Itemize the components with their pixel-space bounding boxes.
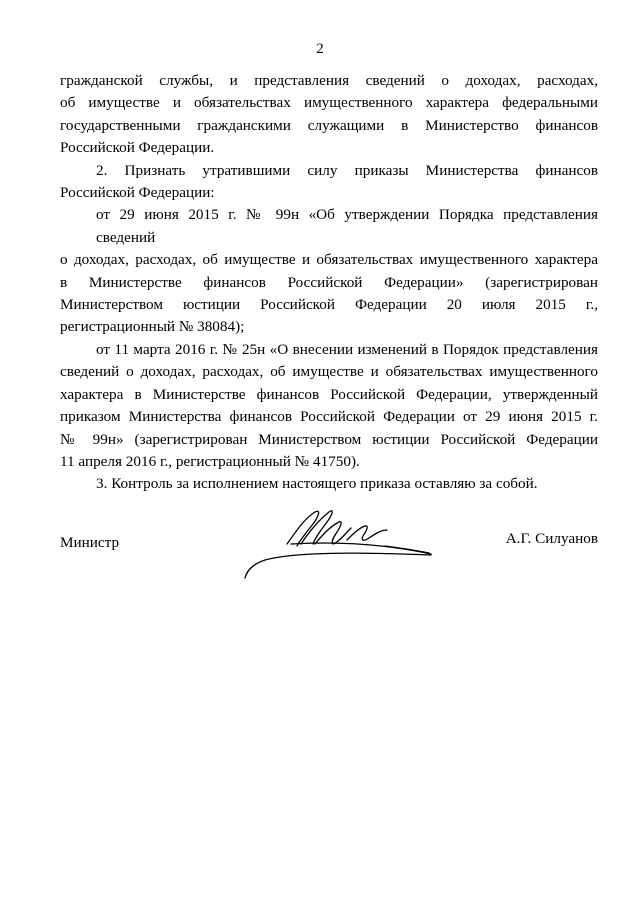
text-line: в Министерстве финансов Российской Федерации» (зарегистрирован bbox=[60, 273, 598, 291]
text-line: государственными гражданскими служащими в Министерство финансов bbox=[60, 116, 598, 134]
signature-block bbox=[60, 528, 598, 558]
text-line: сведений о доходах, расходах, об имуществе и обязательствах имущественного bbox=[60, 363, 598, 381]
page-number: 2 bbox=[316, 41, 324, 57]
paragraph-order-99n bbox=[60, 204, 598, 338]
paragraph-item-3 bbox=[60, 473, 598, 495]
text-line: регистрационный № 38084); bbox=[60, 318, 245, 336]
text-line: о доходах, расходах, об имуществе и обязательствах имущественного характера bbox=[60, 251, 598, 269]
text-line: 2. Признать утратившими силу приказы Министерства финансов bbox=[96, 161, 598, 179]
paragraph-continuation bbox=[60, 70, 598, 160]
text-line: Российской Федерации. bbox=[60, 139, 215, 157]
text-line: об имуществе и обязательствах имущественного характера федеральными bbox=[60, 94, 598, 112]
signatory-name: А.Г. Силуанов bbox=[505, 530, 598, 547]
document-body bbox=[60, 70, 598, 496]
text-line: Министерством юстиции Российской Федерации 20 июля 2015 г., bbox=[60, 296, 598, 314]
text-line: 11 апреля 2016 г., регистрационный № 41750). bbox=[60, 452, 360, 470]
text-line: приказом Министерства финансов Российской Федерации от 29 июня 2015 г. bbox=[60, 408, 598, 426]
paragraph-item-2 bbox=[60, 160, 598, 205]
signatory-title: Министр bbox=[60, 534, 120, 551]
text-line: 3. Контроль за исполнением настоящего приказа оставляю за собой. bbox=[96, 475, 538, 493]
text-line: гражданской службы, и представления сведений о доходах, расходах, bbox=[60, 72, 598, 89]
text-line: № 99н» (зарегистрирован Министерством юстиции Российской Федерации bbox=[60, 430, 598, 448]
text-line: Российской Федерации: bbox=[60, 184, 215, 202]
paragraph-order-25n bbox=[60, 339, 598, 473]
text-line: характера в Министерстве финансов Российской Федерации, утвержденный bbox=[60, 385, 598, 403]
text-line: от 29 июня 2015 г. № 99н «Об утверждении Порядка представления сведений bbox=[96, 206, 598, 246]
text-line: от 11 марта 2016 г. № 25н «О внесении изменений в Порядок представления bbox=[96, 340, 598, 358]
